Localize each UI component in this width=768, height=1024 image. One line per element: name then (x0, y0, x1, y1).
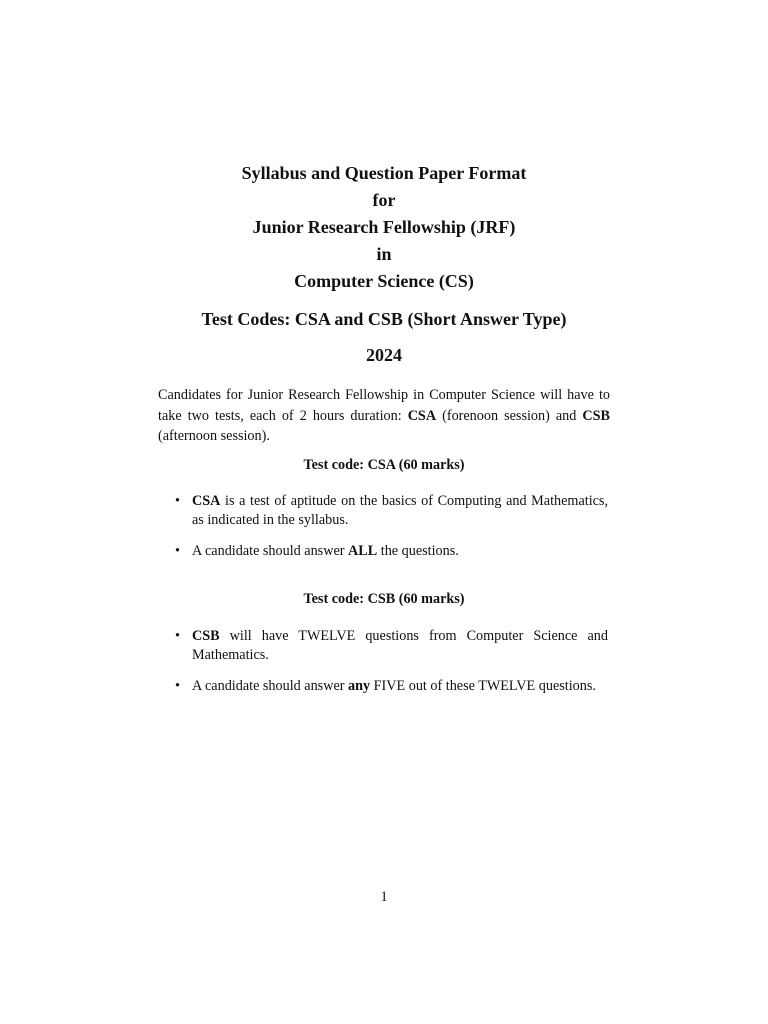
csb-section-heading: Test code: CSB (60 marks) (303, 591, 465, 607)
csb-bullet-list (170, 627, 608, 708)
list-item (170, 677, 608, 696)
csb-item1-text: will have TWELVE questions from Computer Science and Mathematics. (192, 628, 608, 663)
csa-bullet-list (170, 492, 608, 573)
csb-item2-text-before: A candidate should answer (192, 678, 349, 694)
list-item (170, 492, 608, 530)
bullet-icon: • (175, 628, 180, 644)
csa-item1-text: is a test of aptitude on the basics of Computing and Mathematics, as indicated in the syllabus. (192, 493, 608, 528)
bullet-icon: • (175, 543, 180, 559)
csb-item2-text-after: FIVE out of these TWELVE questions. (370, 678, 596, 694)
intro-paragraph (158, 385, 610, 447)
title-line-1: Syllabus and Question Paper Format (241, 163, 527, 183)
title-line-2: for (372, 190, 396, 210)
csb-item1-bold: CSB (192, 628, 220, 644)
intro-text-3: (afternoon session). (158, 428, 270, 444)
csb-item2-bold: any (348, 678, 371, 694)
intro-text-2: (forenoon session) and (436, 407, 583, 424)
list-item (170, 627, 608, 665)
bullet-icon: • (175, 493, 180, 509)
csa-item2-text-after: the questions. (377, 543, 459, 559)
year-heading: 2024 (366, 345, 402, 365)
bullet-icon: • (175, 678, 180, 694)
csa-section-heading: Test code: CSA (60 marks) (303, 457, 465, 473)
intro-text-1: Candidates for Junior Research Fellowship in Computer Science will have to take two tests, each of 2 hours duration: (158, 387, 610, 424)
csa-item2-text-before: A candidate should answer (192, 543, 349, 559)
csa-item1-bold: CSA (192, 493, 221, 509)
document-title (0, 160, 768, 295)
intro-csb: CSB (582, 407, 611, 424)
page-number: 1 (380, 889, 388, 905)
intro-csa: CSA (407, 407, 437, 424)
title-line-4: in (376, 244, 392, 264)
title-line-3: Junior Research Fellowship (JRF) (252, 217, 516, 237)
list-item (170, 542, 608, 561)
csa-item2-bold: ALL (348, 543, 378, 559)
test-codes-heading: Test Codes: CSA and CSB (Short Answer Type) (201, 309, 567, 329)
title-line-5: Computer Science (CS) (294, 271, 474, 291)
